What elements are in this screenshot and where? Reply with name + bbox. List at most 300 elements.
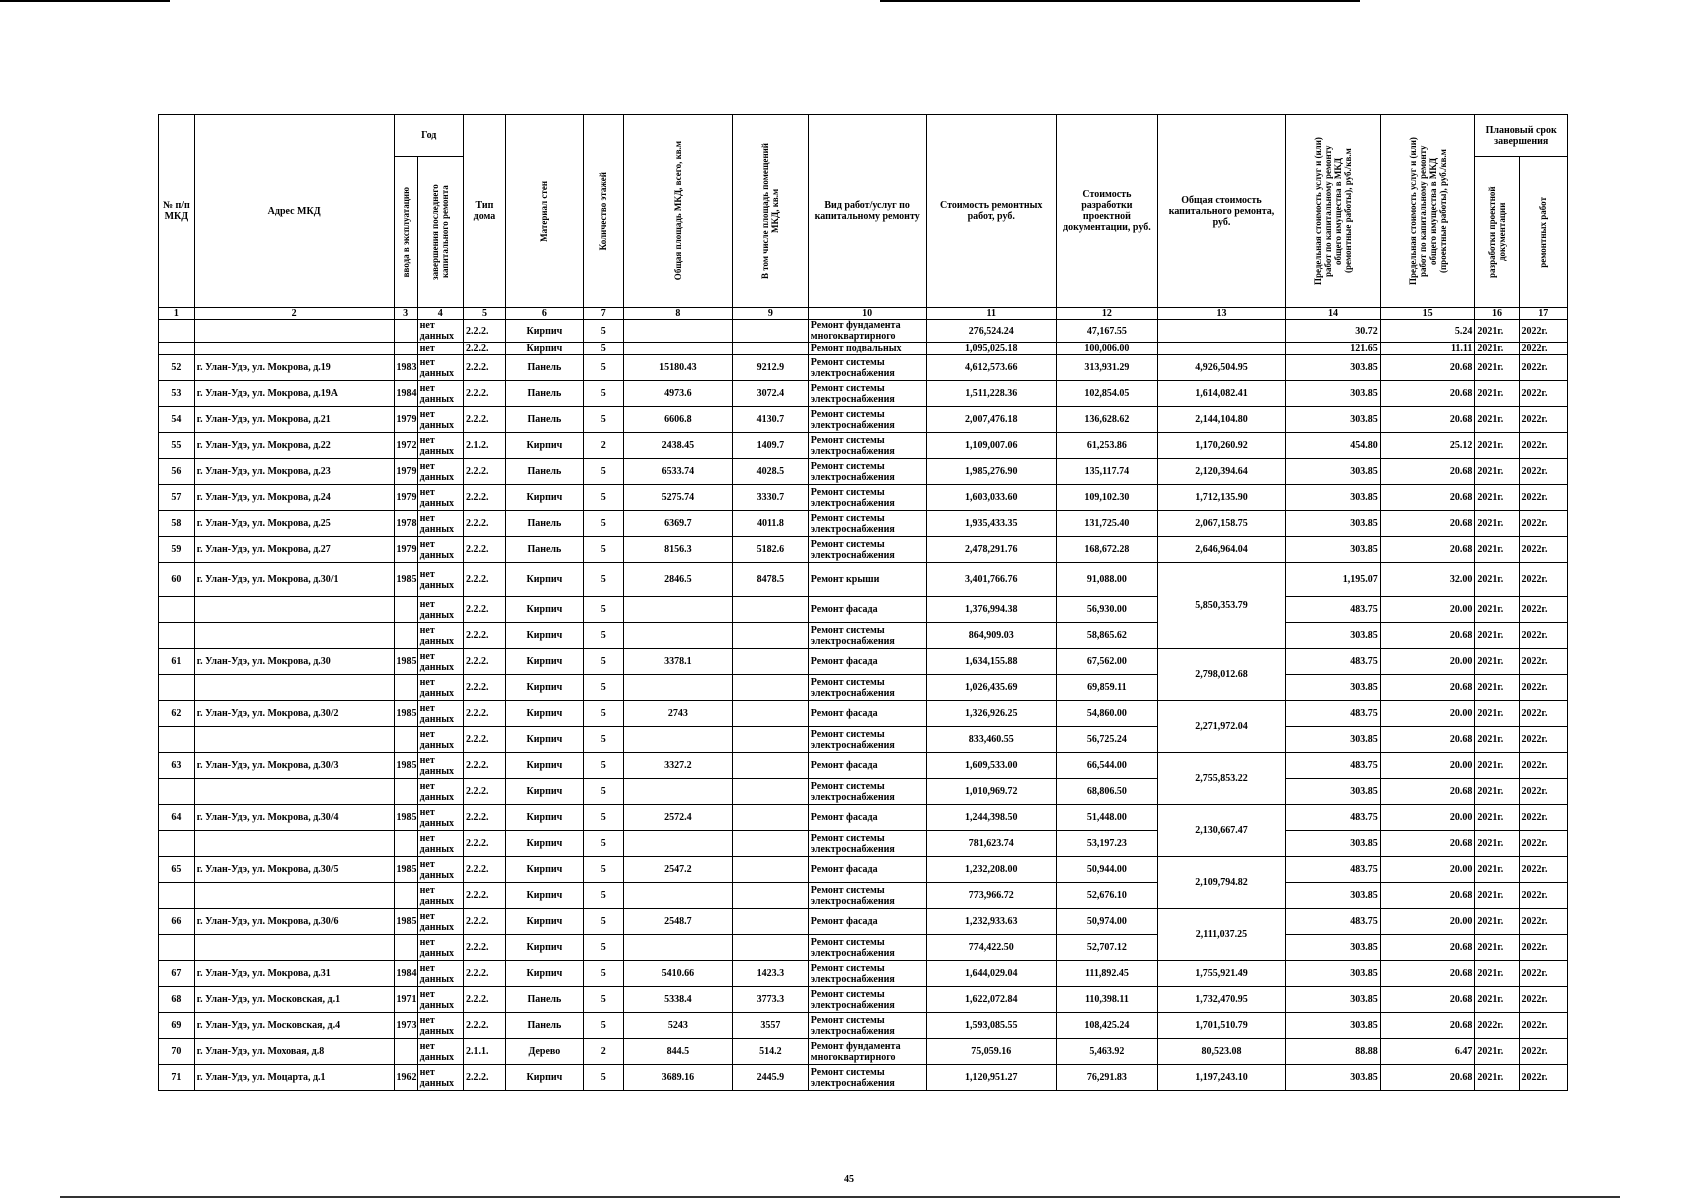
repair-cost-cell: 1,010,969.72: [926, 779, 1056, 805]
term-repair-cell: 2022г.: [1519, 909, 1567, 935]
total-area-cell: 2743: [623, 701, 732, 727]
table-row: [159, 320, 1568, 343]
limit-design-cell: 20.00: [1380, 857, 1475, 883]
house-type-cell: 2.2.2.: [463, 831, 505, 857]
table-row: [159, 779, 1568, 805]
row-number: 59: [159, 537, 195, 563]
rooms-area-cell: 3330.7: [733, 485, 809, 511]
limit-design-cell: 20.68: [1380, 537, 1475, 563]
rooms-area-cell: 3557: [733, 1013, 809, 1039]
year-exploit-cell: [394, 831, 417, 857]
limit-repair-cell: 303.85: [1286, 961, 1381, 987]
address-cell: г. Улан-Удэ, ул. Мокрова, д.30/6: [194, 909, 394, 935]
limit-repair-cell: 303.85: [1286, 883, 1381, 909]
table-row: [159, 1039, 1568, 1065]
year-exploit-cell: 1979: [394, 485, 417, 511]
house-type-cell: 2.2.2.: [463, 485, 505, 511]
term-design-cell: 2021г.: [1475, 407, 1519, 433]
term-repair-cell: 2022г.: [1519, 1039, 1567, 1065]
design-cost-cell: 56,930.00: [1056, 597, 1157, 623]
table-row: [159, 831, 1568, 857]
floors-cell: 5: [583, 1065, 623, 1091]
address-cell: [194, 320, 394, 343]
total-area-cell: [623, 597, 732, 623]
wall-material-cell: Кирпич: [505, 623, 583, 649]
design-cost-cell: 51,448.00: [1056, 805, 1157, 831]
term-design-cell: 2021г.: [1475, 381, 1519, 407]
rooms-area-cell: [733, 597, 809, 623]
column-number: 3: [394, 308, 417, 320]
rooms-area-cell: 2445.9: [733, 1065, 809, 1091]
table-row: [159, 1065, 1568, 1091]
year-repair-cell: нет данных: [417, 320, 463, 343]
term-repair-cell: 2022г.: [1519, 805, 1567, 831]
design-cost-cell: 53,197.23: [1056, 831, 1157, 857]
work-type-cell: Ремонт фасада: [808, 805, 926, 831]
limit-design-cell: 20.68: [1380, 459, 1475, 485]
wall-material-cell: Кирпич: [505, 727, 583, 753]
year-exploit-cell: 1984: [394, 961, 417, 987]
floors-cell: 5: [583, 511, 623, 537]
floors-cell: 5: [583, 831, 623, 857]
limit-design-cell: 20.68: [1380, 727, 1475, 753]
term-repair-cell: 2022г.: [1519, 485, 1567, 511]
wall-material-cell: Кирпич: [505, 701, 583, 727]
total-cost-cell: 2,798,012.68: [1157, 649, 1285, 701]
term-design-cell: 2022г.: [1475, 1013, 1519, 1039]
wall-material-cell: Дерево: [505, 1039, 583, 1065]
house-type-cell: 2.2.2.: [463, 511, 505, 537]
term-repair-cell: 2022г.: [1519, 779, 1567, 805]
term-repair-cell: 2022г.: [1519, 407, 1567, 433]
floors-cell: 5: [583, 563, 623, 597]
floors-cell: 5: [583, 805, 623, 831]
floors-cell: 2: [583, 1039, 623, 1065]
table-row: [159, 355, 1568, 381]
row-number: 70: [159, 1039, 195, 1065]
header-year-repair: завершения последнего капитального ремонта: [417, 157, 463, 308]
wall-material-cell: Кирпич: [505, 961, 583, 987]
repair-cost-cell: 2,478,291.76: [926, 537, 1056, 563]
repair-cost-cell: 773,966.72: [926, 883, 1056, 909]
header-repair-cost: Стоимость ремонтных работ, руб.: [926, 115, 1056, 308]
total-area-cell: [623, 320, 732, 343]
total-area-cell: 5338.4: [623, 987, 732, 1013]
row-number: [159, 779, 195, 805]
floors-cell: 5: [583, 961, 623, 987]
total-cost-cell: 2,144,104.80: [1157, 407, 1285, 433]
design-cost-cell: 52,676.10: [1056, 883, 1157, 909]
limit-repair-cell: 483.75: [1286, 909, 1381, 935]
year-repair-cell: нет данных: [417, 459, 463, 485]
limit-design-cell: 20.68: [1380, 987, 1475, 1013]
address-cell: г. Улан-Удэ, ул. Мокрова, д.27: [194, 537, 394, 563]
term-design-cell: 2021г.: [1475, 649, 1519, 675]
header-year: Год: [394, 115, 463, 157]
limit-design-cell: 20.68: [1380, 961, 1475, 987]
row-number: [159, 675, 195, 701]
floors-cell: 5: [583, 343, 623, 355]
year-exploit-cell: 1979: [394, 537, 417, 563]
rooms-area-cell: 1423.3: [733, 961, 809, 987]
repair-cost-cell: 864,909.03: [926, 623, 1056, 649]
work-type-cell: Ремонт фасада: [808, 857, 926, 883]
limit-design-cell: 20.00: [1380, 909, 1475, 935]
limit-design-cell: 11.11: [1380, 343, 1475, 355]
term-design-cell: 2021г.: [1475, 433, 1519, 459]
house-type-cell: 2.2.2.: [463, 779, 505, 805]
limit-repair-cell: 483.75: [1286, 649, 1381, 675]
scan-edge-mark: [60, 1196, 1620, 1198]
total-cost-cell: 2,646,964.04: [1157, 537, 1285, 563]
repair-cost-cell: 2,007,476.18: [926, 407, 1056, 433]
design-cost-cell: 135,117.74: [1056, 459, 1157, 485]
limit-design-cell: 20.68: [1380, 407, 1475, 433]
total-area-cell: 3689.16: [623, 1065, 732, 1091]
column-number: 5: [463, 308, 505, 320]
term-repair-cell: 2022г.: [1519, 623, 1567, 649]
year-repair-cell: нет данных: [417, 485, 463, 511]
house-type-cell: 2.2.2.: [463, 675, 505, 701]
year-exploit-cell: [394, 343, 417, 355]
row-number: 56: [159, 459, 195, 485]
header-year-exploit: ввода в эксплуатацию: [394, 157, 417, 308]
header-no: № п/п МКД: [159, 115, 195, 308]
work-type-cell: Ремонт системы электроснабжения: [808, 883, 926, 909]
house-type-cell: 2.2.2.: [463, 883, 505, 909]
work-type-cell: Ремонт системы электроснабжения: [808, 459, 926, 485]
repair-cost-cell: 1,935,433.35: [926, 511, 1056, 537]
work-type-cell: Ремонт фасада: [808, 909, 926, 935]
row-number: [159, 883, 195, 909]
rooms-area-cell: 4028.5: [733, 459, 809, 485]
limit-repair-cell: 303.85: [1286, 407, 1381, 433]
design-cost-cell: 50,974.00: [1056, 909, 1157, 935]
house-type-cell: 2.2.2.: [463, 343, 505, 355]
house-type-cell: 2.2.2.: [463, 1065, 505, 1091]
wall-material-cell: Панель: [505, 407, 583, 433]
wall-material-cell: Кирпич: [505, 779, 583, 805]
address-cell: г. Улан-Удэ, ул. Московская, д.1: [194, 987, 394, 1013]
work-type-cell: Ремонт крыши: [808, 563, 926, 597]
year-repair-cell: нет данных: [417, 407, 463, 433]
total-cost-cell: 1,701,510.79: [1157, 1013, 1285, 1039]
design-cost-cell: 76,291.83: [1056, 1065, 1157, 1091]
house-type-cell: 2.1.2.: [463, 433, 505, 459]
total-area-cell: [623, 779, 732, 805]
year-repair-cell: нет данных: [417, 597, 463, 623]
total-area-cell: [623, 343, 732, 355]
wall-material-cell: Кирпич: [505, 320, 583, 343]
design-cost-cell: 68,806.50: [1056, 779, 1157, 805]
design-cost-cell: 50,944.00: [1056, 857, 1157, 883]
row-number: 69: [159, 1013, 195, 1039]
term-repair-cell: 2022г.: [1519, 961, 1567, 987]
design-cost-cell: 110,398.11: [1056, 987, 1157, 1013]
term-design-cell: 2021г.: [1475, 511, 1519, 537]
term-design-cell: 2021г.: [1475, 320, 1519, 343]
design-cost-cell: 5,463.92: [1056, 1039, 1157, 1065]
floors-cell: 5: [583, 987, 623, 1013]
header-limit-repair: Предельная стоимость услуг и (или) работ по капитальному ремонту общего имущества в МКД (ремонтные работы), руб./кв.м: [1286, 115, 1381, 308]
term-design-cell: 2021г.: [1475, 857, 1519, 883]
house-type-cell: 2.2.2.: [463, 355, 505, 381]
repair-cost-cell: 1,232,208.00: [926, 857, 1056, 883]
limit-design-cell: 20.68: [1380, 935, 1475, 961]
term-repair-cell: 2022г.: [1519, 831, 1567, 857]
table-row: [159, 727, 1568, 753]
address-cell: [194, 623, 394, 649]
year-exploit-cell: 1962: [394, 1065, 417, 1091]
limit-repair-cell: 121.65: [1286, 343, 1381, 355]
rooms-area-cell: [733, 909, 809, 935]
address-cell: г. Улан-Удэ, ул. Мокрова, д.30/4: [194, 805, 394, 831]
address-cell: г. Улан-Удэ, ул. Мокрова, д.30/2: [194, 701, 394, 727]
term-design-cell: 2021г.: [1475, 485, 1519, 511]
term-repair-cell: 2022г.: [1519, 563, 1567, 597]
house-type-cell: 2.2.2.: [463, 381, 505, 407]
row-number: 53: [159, 381, 195, 407]
rooms-area-cell: [733, 701, 809, 727]
repair-cost-cell: 1,603,033.60: [926, 485, 1056, 511]
year-exploit-cell: 1985: [394, 649, 417, 675]
house-type-cell: 2.2.2.: [463, 563, 505, 597]
total-cost-cell: 1,197,243.10: [1157, 1065, 1285, 1091]
year-repair-cell: нет данных: [417, 381, 463, 407]
work-type-cell: Ремонт фасада: [808, 753, 926, 779]
rooms-area-cell: [733, 857, 809, 883]
year-exploit-cell: 1985: [394, 701, 417, 727]
rooms-area-cell: [733, 649, 809, 675]
design-cost-cell: 109,102.30: [1056, 485, 1157, 511]
floors-cell: 5: [583, 779, 623, 805]
design-cost-cell: 56,725.24: [1056, 727, 1157, 753]
term-design-cell: 2021г.: [1475, 779, 1519, 805]
address-cell: [194, 935, 394, 961]
limit-design-cell: 20.68: [1380, 883, 1475, 909]
address-cell: г. Улан-Удэ, ул. Мокрова, д.30/1: [194, 563, 394, 597]
total-cost-cell: 80,523.08: [1157, 1039, 1285, 1065]
column-number: 6: [505, 308, 583, 320]
design-cost-cell: 131,725.40: [1056, 511, 1157, 537]
term-repair-cell: 2022г.: [1519, 649, 1567, 675]
year-exploit-cell: 1983: [394, 355, 417, 381]
wall-material-cell: Панель: [505, 511, 583, 537]
wall-material-cell: Кирпич: [505, 935, 583, 961]
limit-repair-cell: 303.85: [1286, 623, 1381, 649]
row-number: 60: [159, 563, 195, 597]
row-number: 68: [159, 987, 195, 1013]
repair-cost-cell: 1,511,228.36: [926, 381, 1056, 407]
repair-cost-cell: 1,244,398.50: [926, 805, 1056, 831]
wall-material-cell: Панель: [505, 355, 583, 381]
address-cell: [194, 343, 394, 355]
wall-material-cell: Кирпич: [505, 753, 583, 779]
total-cost-cell: 2,755,853.22: [1157, 753, 1285, 805]
year-repair-cell: нет данных: [417, 563, 463, 597]
work-type-cell: Ремонт системы электроснабжения: [808, 1065, 926, 1091]
rooms-area-cell: [733, 623, 809, 649]
table-row: [159, 407, 1568, 433]
repair-cost-cell: 1,120,951.27: [926, 1065, 1056, 1091]
address-cell: [194, 727, 394, 753]
header-address: Адрес МКД: [194, 115, 394, 308]
year-repair-cell: нет данных: [417, 675, 463, 701]
floors-cell: 5: [583, 381, 623, 407]
wall-material-cell: Кирпич: [505, 485, 583, 511]
floors-cell: 5: [583, 883, 623, 909]
term-repair-cell: 2022г.: [1519, 1013, 1567, 1039]
table-row: [159, 623, 1568, 649]
rooms-area-cell: 8478.5: [733, 563, 809, 597]
wall-material-cell: Кирпич: [505, 831, 583, 857]
column-number: 13: [1157, 308, 1285, 320]
address-cell: г. Улан-Удэ, ул. Московская, д.4: [194, 1013, 394, 1039]
total-area-cell: 4973.6: [623, 381, 732, 407]
rooms-area-cell: [733, 320, 809, 343]
house-type-cell: 2.2.2.: [463, 537, 505, 563]
limit-repair-cell: 483.75: [1286, 805, 1381, 831]
address-cell: г. Улан-Удэ, ул. Мокрова, д.31: [194, 961, 394, 987]
work-type-cell: Ремонт фасада: [808, 649, 926, 675]
row-number: 64: [159, 805, 195, 831]
work-type-cell: Ремонт фасада: [808, 701, 926, 727]
limit-repair-cell: 303.85: [1286, 675, 1381, 701]
house-type-cell: 2.2.2.: [463, 459, 505, 485]
floors-cell: 2: [583, 433, 623, 459]
wall-material-cell: Кирпич: [505, 343, 583, 355]
address-cell: г. Улан-Удэ, ул. Моцарта, д.1: [194, 1065, 394, 1091]
header-total-area: Общая площадь МКД, всего, кв.м: [623, 115, 732, 308]
term-design-cell: 2021г.: [1475, 459, 1519, 485]
total-cost-cell: 5,850,353.79: [1157, 563, 1285, 649]
total-cost-cell: 1,755,921.49: [1157, 961, 1285, 987]
year-exploit-cell: 1985: [394, 857, 417, 883]
wall-material-cell: Панель: [505, 459, 583, 485]
design-cost-cell: 91,088.00: [1056, 563, 1157, 597]
limit-design-cell: 5.24: [1380, 320, 1475, 343]
term-design-cell: 2021г.: [1475, 987, 1519, 1013]
total-area-cell: [623, 727, 732, 753]
row-number: 71: [159, 1065, 195, 1091]
term-repair-cell: 2022г.: [1519, 935, 1567, 961]
limit-repair-cell: 1,195.07: [1286, 563, 1381, 597]
total-area-cell: [623, 831, 732, 857]
total-area-cell: [623, 623, 732, 649]
repair-cost-cell: 276,524.24: [926, 320, 1056, 343]
column-number: 17: [1519, 308, 1567, 320]
row-number: 58: [159, 511, 195, 537]
limit-repair-cell: 303.85: [1286, 779, 1381, 805]
repair-cost-cell: 1,026,435.69: [926, 675, 1056, 701]
repair-cost-cell: 1,609,533.00: [926, 753, 1056, 779]
repair-cost-cell: 1,622,072.84: [926, 987, 1056, 1013]
house-type-cell: 2.2.2.: [463, 649, 505, 675]
floors-cell: 5: [583, 753, 623, 779]
limit-repair-cell: 303.85: [1286, 935, 1381, 961]
house-type-cell: 2.2.2.: [463, 701, 505, 727]
term-design-cell: 2021г.: [1475, 1039, 1519, 1065]
wall-material-cell: Кирпич: [505, 1065, 583, 1091]
year-repair-cell: нет данных: [417, 1039, 463, 1065]
row-number: 61: [159, 649, 195, 675]
total-area-cell: 2846.5: [623, 563, 732, 597]
limit-repair-cell: 303.85: [1286, 987, 1381, 1013]
rooms-area-cell: 514.2: [733, 1039, 809, 1065]
table-row: [159, 935, 1568, 961]
limit-design-cell: 20.68: [1380, 623, 1475, 649]
work-type-cell: Ремонт системы электроснабжения: [808, 381, 926, 407]
total-cost-cell: 1,170,260.92: [1157, 433, 1285, 459]
limit-design-cell: 20.00: [1380, 753, 1475, 779]
limit-repair-cell: 303.85: [1286, 381, 1381, 407]
scan-edge-mark: [0, 0, 170, 2]
term-design-cell: 2021г.: [1475, 563, 1519, 597]
repair-cost-cell: 1,095,025.18: [926, 343, 1056, 355]
design-cost-cell: 54,860.00: [1056, 701, 1157, 727]
limit-design-cell: 32.00: [1380, 563, 1475, 597]
floors-cell: 5: [583, 727, 623, 753]
term-design-cell: 2021г.: [1475, 701, 1519, 727]
wall-material-cell: Кирпич: [505, 563, 583, 597]
address-cell: [194, 597, 394, 623]
table-row: [159, 485, 1568, 511]
house-type-cell: 2.2.2.: [463, 857, 505, 883]
address-cell: г. Улан-Удэ, ул. Мокрова, д.30/3: [194, 753, 394, 779]
floors-cell: 5: [583, 701, 623, 727]
design-cost-cell: 102,854.05: [1056, 381, 1157, 407]
wall-material-cell: Кирпич: [505, 883, 583, 909]
term-design-cell: 2021г.: [1475, 805, 1519, 831]
design-cost-cell: 313,931.29: [1056, 355, 1157, 381]
floors-cell: 5: [583, 857, 623, 883]
limit-design-cell: 20.00: [1380, 597, 1475, 623]
limit-design-cell: 20.00: [1380, 701, 1475, 727]
year-exploit-cell: 1984: [394, 381, 417, 407]
total-cost-cell: [1157, 320, 1285, 343]
house-type-cell: 2.2.2.: [463, 1013, 505, 1039]
term-repair-cell: 2022г.: [1519, 537, 1567, 563]
address-cell: г. Улан-Удэ, ул. Мокрова, д.23: [194, 459, 394, 485]
table-row: [159, 459, 1568, 485]
term-design-cell: 2021г.: [1475, 961, 1519, 987]
floors-cell: 5: [583, 1013, 623, 1039]
term-design-cell: 2021г.: [1475, 355, 1519, 381]
term-repair-cell: 2022г.: [1519, 433, 1567, 459]
design-cost-cell: 69,859.11: [1056, 675, 1157, 701]
wall-material-cell: Кирпич: [505, 649, 583, 675]
header-wall-material: Материал стен: [505, 115, 583, 308]
total-area-cell: 5410.66: [623, 961, 732, 987]
house-type-cell: 2.2.2.: [463, 961, 505, 987]
row-number: 52: [159, 355, 195, 381]
row-number: 66: [159, 909, 195, 935]
year-repair-cell: нет данных: [417, 909, 463, 935]
floors-cell: 5: [583, 675, 623, 701]
header-term-design: разработки проектной документации: [1475, 157, 1519, 308]
work-type-cell: Ремонт фасада: [808, 597, 926, 623]
year-exploit-cell: [394, 935, 417, 961]
term-design-cell: 2021г.: [1475, 675, 1519, 701]
year-repair-cell: нет данных: [417, 1013, 463, 1039]
repair-cost-cell: 1,326,926.25: [926, 701, 1056, 727]
row-number: 62: [159, 701, 195, 727]
total-area-cell: [623, 675, 732, 701]
work-type-cell: Ремонт системы электроснабжения: [808, 961, 926, 987]
address-cell: г. Улан-Удэ, ул. Мокрова, д.25: [194, 511, 394, 537]
term-repair-cell: 2022г.: [1519, 987, 1567, 1013]
design-cost-cell: 136,628.62: [1056, 407, 1157, 433]
